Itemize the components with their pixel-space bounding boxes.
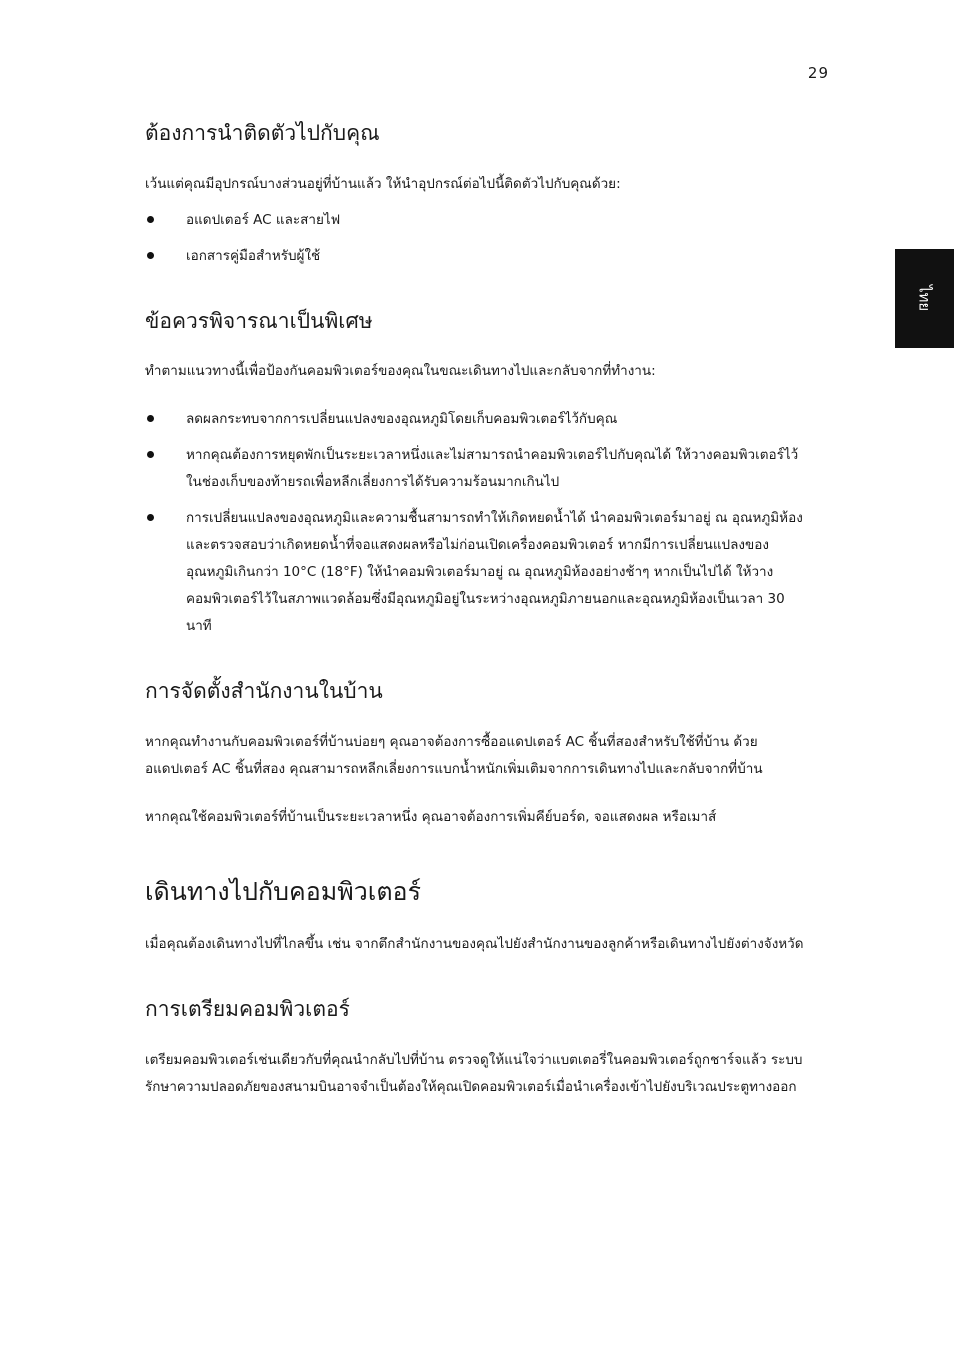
- list-item: ลดผลกระทบจากการเปลี่ยนแปลงของอุณหภูมิโดยเก็บคอมพิวเตอร์ไว้กับคุณ: [145, 406, 805, 433]
- heading-special-considerations: ข้อควรพิจารณาเป็นพิเศษ: [145, 308, 373, 333]
- heading-home-office: การจัดตั้งสำนักงานในบ้าน: [145, 679, 383, 703]
- home-office-paragraph-1: หากคุณทำงานกับคอมพิวเตอร์ที่บ้านบ่อยๆ คุณอาจต้องการซื้ออแดปเตอร์ AC ชิ้นที่สองสำหรับใช้ที่บ้าน ด้วยอแดปเตอร์ AC ชิ้นที่สอง คุณสามารถหลีกเลี่ยงการแบกน้ำหนักเพิ่มเติมจากการเดินทางไปและกลับจากที่บ้าน: [145, 733, 763, 777]
- language-tab: [895, 249, 954, 348]
- language-tab-label: ไทย: [915, 285, 934, 312]
- list-item: การเปลี่ยนแปลงของอุณหภูมิและความชื้นสามารถทำให้เกิดหยดน้ำได้ นำคอมพิวเตอร์มาอยู่ ณ อุณหภูมิห้องและตรวจสอบว่าเกิดหยดน้ำที่จอแสดงผลหรือไม่ก่อนเปิดเครื่องคอมพิวเตอร์ หากมีการเปลี่ยนแปลงของอุณหภูมิเกินกว่า 10°C (18°F) ให้นำคอมพิวเตอร์มาอยู่ ณ อุณหภูมิห้องอย่างช้าๆ หากเป็นไปได้ ให้วางคอมพิวเตอร์ไว้ในสภาพแวดล้อมซึ่งมีอุณหภูมิอยู่ในระหว่างอุณหภูมิภายนอกและอุณหภูมิห้องเป็นเวลา 30 นาที: [145, 505, 805, 640]
- heading-traveling: เดินทางไปกับคอมพิวเตอร์: [145, 876, 422, 906]
- traveling-intro: เมื่อคุณต้องเดินทางไปที่ไกลขึ้น เช่น จากตึกสำนักงานของคุณไปยังสำนักงานของลูกค้าหรือเดินทางไปยังต่างจังหวัด: [145, 936, 804, 952]
- list-item: หากคุณต้องการหยุดพักเป็นระยะเวลาหนึ่งและไม่สามารถนำคอมพิวเตอร์ไปกับคุณได้ ให้วางคอมพิวเตอร์ไว้ในช่องเก็บของท้ายรถเพื่อหลีกเลี่ยงการได้รับความร้อนมากเกินไป: [145, 442, 805, 496]
- special-intro: ทำตามแนวทางนี้เพื่อป้องกันคอมพิวเตอร์ของคุณในขณะเดินทางไปและกลับจากที่ทำงาน:: [145, 363, 656, 379]
- prepare-paragraph: เตรียมคอมพิวเตอร์เช่นเดียวกับที่คุณนำกลับไปที่บ้าน ตรวจดูให้แน่ใจว่าแบตเตอรี่ในคอมพิวเตอร์ถูกชาร์จแล้ว ระบบรักษาความปลอดภัยของสนามบินอาจจำเป็นต้องให้คุณเปิดคอมพิวเตอร์เมื่อนำเครื่องเข้าไปยังบริเวณประตูทางออก: [145, 1051, 803, 1095]
- take-home-list: [145, 207, 805, 270]
- heading-take-home: ต้องการนำติดตัวไปกับคุณ: [145, 121, 380, 145]
- list-item: อแดปเตอร์ AC และสายไฟ: [145, 207, 805, 234]
- page-content: [145, 118, 805, 1101]
- take-home-intro: เว้นแต่คุณมีอุปกรณ์บางส่วนอยู่ที่บ้านแล้ว ให้นำอุปกรณ์ต่อไปนี้ติดตัวไปกับคุณด้วย:: [145, 175, 621, 192]
- special-list: [145, 406, 805, 640]
- page-number: 29: [807, 64, 829, 82]
- heading-prepare-computer: การเตรียมคอมพิวเตอร์: [145, 997, 350, 1021]
- list-item: เอกสารคู่มือสำหรับผู้ใช้: [145, 243, 805, 270]
- home-office-paragraph-2: หากคุณใช้คอมพิวเตอร์ที่บ้านเป็นระยะเวลาหนึ่ง คุณอาจต้องการเพิ่มคีย์บอร์ด, จอแสดงผล หรือเมาส์: [145, 808, 717, 825]
